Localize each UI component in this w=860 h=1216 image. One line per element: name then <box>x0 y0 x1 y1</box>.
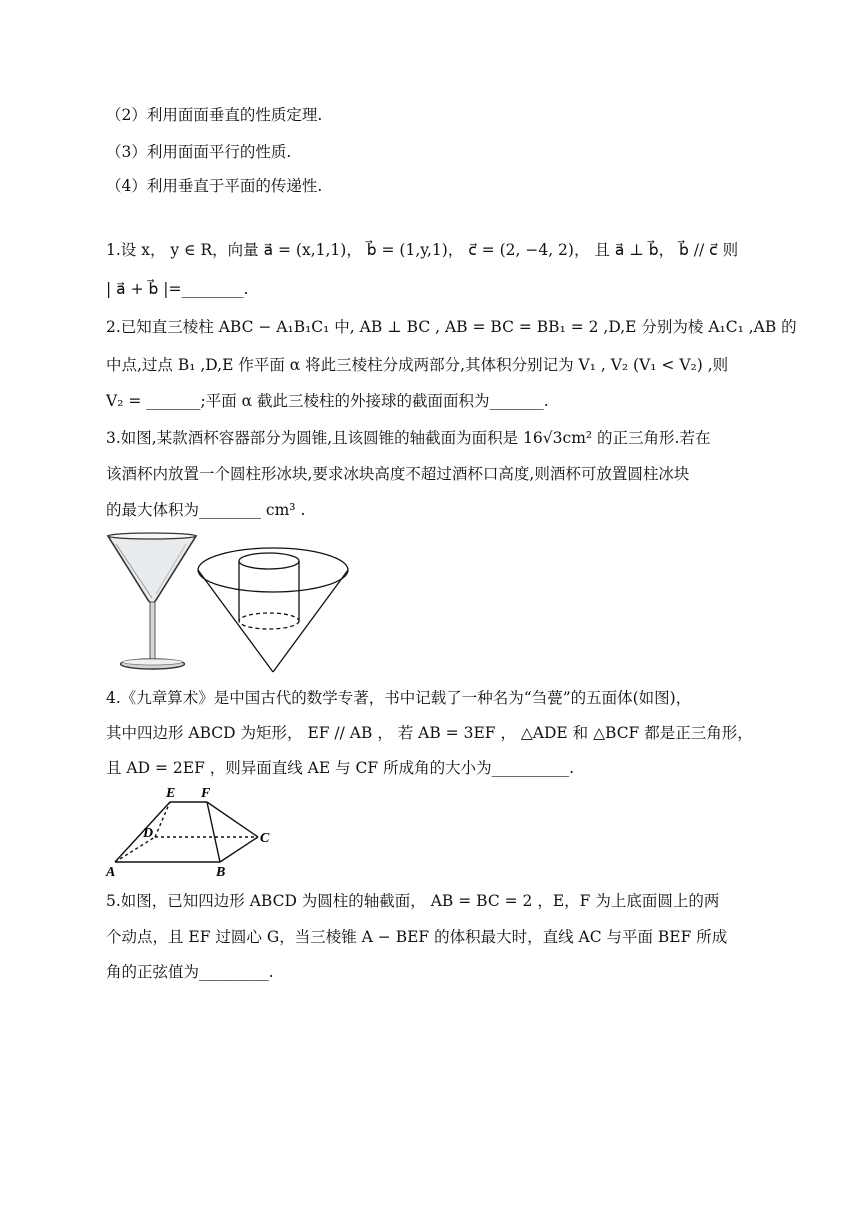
text-line-2: （3）利用面面平行的性质. <box>106 143 292 161</box>
label-A: A <box>106 865 116 880</box>
question-4-line-2: 其中四边形 ABCD 为矩形， EF // AB ， 若 AB = 3EF ， △ADE 和 △BCF 都是正三角形， <box>106 724 753 742</box>
cone-glass-figure <box>106 530 366 675</box>
pentahedron-figure <box>100 780 285 880</box>
label-D: D <box>143 826 154 841</box>
question-1-line-2: | a⃗ + b⃗ |=________. <box>106 280 249 298</box>
question-3-line-2: 该酒杯内放置一个圆柱形冰块,要求冰块高度不超过酒杯口高度,则酒杯可放置圆柱冰块 <box>106 465 690 483</box>
label-C: C <box>260 831 270 846</box>
question-5-line-3: 角的正弦值为_________. <box>106 963 274 981</box>
question-2-line-2: 中点,过点 B₁ ,D,E 作平面 α 将此三棱柱分成两部分,其体积分别记为 V₁ , V₂ (V₁ < V₂) ,则 <box>106 356 729 374</box>
label-B: B <box>216 865 226 880</box>
cone-cylinder-diagram <box>198 548 348 672</box>
question-5-line-2: 个动点，且 EF 过圆心 G，当三棱锥 A − BEF 的体积最大时，直线 AC 与平面 BEF 所成 <box>106 928 728 946</box>
question-1-line-1: 1.设 x， y ∈ R，向量 a⃗ = (x,1,1)， b⃗ = (1,y,1)， c⃗ = (2, −4, 2)， 且 a⃗ ⊥ b⃗， b⃗ // c⃗ 则 <box>106 241 739 259</box>
question-4-line-3: 且 AD = 2EF ，则异面直线 AE 与 CF 所成角的大小为__________. <box>106 759 575 777</box>
label-F: F <box>201 786 211 801</box>
question-2-line-3: V₂ = _______;平面 α 截此三棱柱的外接球的截面面积为_______. <box>106 392 549 410</box>
label-E: E <box>166 786 176 801</box>
question-3-line-1: 3.如图,某款酒杯容器部分为圆锥,且该圆锥的轴截面为面积是 16√3cm² 的正三角形.若在 <box>106 429 711 447</box>
question-3-line-3: 的最大体积为________ cm³ . <box>106 501 306 519</box>
text-line-3: （4）利用垂直于平面的传递性. <box>106 177 323 195</box>
question-5-line-1: 5.如图，已知四边形 ABCD 为圆柱的轴截面， AB = BC = 2 ，E，F 为上底面圆上的两 <box>106 892 720 910</box>
question-4-line-1: 4.《九章算术》是中国古代的数学专著，书中记载了一种名为“刍甍”的五面体(如图)， <box>106 689 692 707</box>
martini-glass-icon <box>108 533 196 669</box>
question-2-line-1: 2.已知直三棱柱 ABC − A₁B₁C₁ 中, AB ⊥ BC , AB = BC = BB₁ = 2 ,D,E 分别为棱 A₁C₁ ,AB 的 <box>106 318 797 336</box>
text-line-1: （2）利用面面垂直的性质定理. <box>106 106 323 124</box>
